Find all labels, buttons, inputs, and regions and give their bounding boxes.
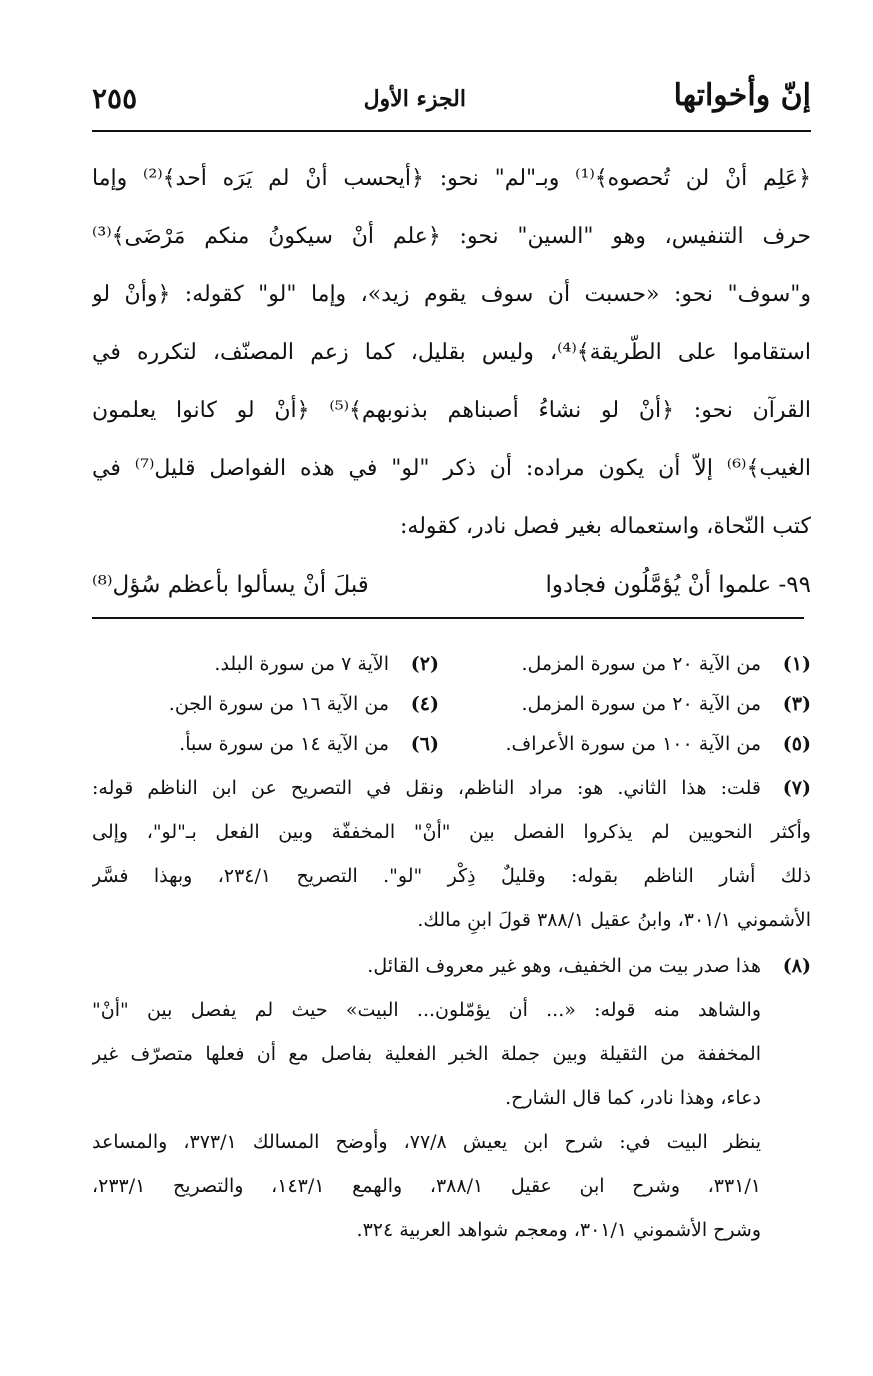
footnote-number: (١)	[782, 653, 811, 675]
text-line: استقاموا على الطّريقة﴾⁽⁴⁾، وليس بقليل، كما زعم المصنّف، لتكرره في	[92, 340, 811, 365]
footnote-text: من الآية ١٤ من سورة سبأ.	[179, 733, 389, 755]
footnote-item	[505, 724, 811, 764]
footnote-line: المخففة من الثقيلة وبين جملة الخبر الفعلية بفاصل مع أن فعلها متصرّف غير	[92, 1043, 761, 1065]
verse-first-hemistich	[545, 556, 811, 614]
verse-second-hemistich: قبلَ أنْ يسألوا بأعظم سُؤل⁽⁸⁾	[92, 572, 369, 598]
footnote-line: وشرح الأشموني ٣٠١/١، ومعجم شواهد العربية ٣٢٤.	[356, 1219, 761, 1241]
footnote-text: من الآية ٢٠ من سورة المزمل.	[521, 653, 761, 675]
text-line: كتب النّحاة، واستعماله بغير فصل نادر، كقوله:	[400, 514, 811, 539]
chapter-title: إنّ وأخواتها	[673, 78, 811, 113]
footnote-line: دعاء، وهذا نادر، كما قال الشارح.	[505, 1087, 761, 1109]
footnote-7	[92, 766, 811, 942]
footnote-item	[169, 684, 439, 724]
footnote-line: الأشموني ٣٠١/١، وابنُ عقيل ٣٨٨/١ قولَ ابنِ مالك.	[417, 909, 811, 931]
footnote-item	[179, 724, 439, 764]
footnotes	[92, 644, 811, 1252]
footnote-line	[92, 944, 811, 988]
footnote-number: (٨)	[782, 955, 811, 977]
footnote-line: والشاهد منه قوله: «... أن يؤمّلون... البيت» حيث لم يفصل بين "أنْ"	[92, 999, 761, 1021]
part-title: الجزء الأول	[363, 86, 466, 112]
footnote-number: (٧)	[782, 777, 811, 799]
footnote-row	[92, 724, 811, 764]
footnote-item	[521, 684, 811, 724]
footnote-text: من الآية ٢٠ من سورة المزمل.	[521, 693, 761, 715]
footnote-separator	[92, 617, 804, 619]
footnote-number: (٥)	[782, 733, 811, 755]
footnote-row	[92, 644, 811, 684]
text-line: الغيب﴾⁽⁶⁾ إلاّ أن يكون مراده: أن ذكر "لو" في هذه الفواصل قليل⁽⁷⁾ في	[92, 456, 811, 481]
footnote-text: قلت: هذا الثاني. هو: مراد الناظم، ونقل في التصريح عن ابن الناظم قوله:	[92, 777, 761, 799]
text-line: ﴿عَلِم أنْ لن تُحصوه﴾⁽¹⁾ وبـ"لم" نحو: ﴿أيحسب أنْ لم يَرَه أحد﴾⁽²⁾ وإما	[92, 166, 811, 191]
main-text	[92, 150, 811, 614]
poetry-verse	[92, 556, 811, 614]
footnote-number: (٢)	[410, 653, 439, 675]
footnote-item	[521, 644, 811, 684]
footnote-line	[92, 766, 811, 810]
footnote-line: وأكثر النحويين لم يذكروا الفصل بين "أنْ" المخففّة وبين الفعل بـ"لو"، وإلى	[92, 821, 811, 843]
verse-number: ٩٩-	[778, 572, 811, 598]
footnote-8	[92, 944, 811, 1252]
footnote-line: ٣٣١/١، وشرح ابن عقيل ٣٨٨/١، والهمع ١٤٣/١، والتصريح ٢٣٣/١،	[92, 1175, 762, 1197]
footnote-text: هذا صدر بيت من الخفيف، وهو غير معروف القائل.	[367, 955, 761, 977]
text-line: حرف التنفيس، وهو "السين" نحو: ﴿علم أنْ سيكونُ منكم مَرْضَى﴾⁽³⁾	[92, 224, 811, 249]
text-line: و"سوف" نحو: «حسبت أن سوف يقوم زيد»، وإما "لو" كقوله: ﴿وأنْ لو	[92, 282, 811, 307]
footnote-line: ذلك أشار الناظم بقوله: وقليلٌ ذِكْر "لو". التصريح ٢٣٤/١، وبهذا فسَّر	[92, 865, 811, 887]
footnote-text: من الآية ١٦ من سورة الجن.	[168, 693, 389, 715]
footnote-line: ينظر البيت في: شرح ابن يعيش ٧٧/٨، وأوضح المسالك ٣٧٣/١، والمساعد	[92, 1131, 762, 1153]
footnote-number: (٣)	[782, 693, 811, 715]
footnote-text: من الآية ١٠٠ من سورة الأعراف.	[505, 733, 761, 755]
footnote-text: الآية ٧ من سورة البلد.	[214, 653, 389, 675]
page-number: ٢٥٥	[92, 82, 138, 115]
text-line: القرآن نحو: ﴿أنْ لو نشاءُ أصبناهم بذنوبهم﴾⁽⁵⁾ ﴿أنْ لو كانوا يعلمون	[92, 398, 811, 423]
running-header	[92, 78, 811, 132]
verse-first-text: علموا أنْ يُؤمَّلُون فجادوا	[545, 572, 772, 598]
footnote-row	[92, 684, 811, 724]
footnote-item	[214, 644, 439, 684]
footnote-number: (٤)	[410, 693, 439, 715]
footnote-number: (٦)	[410, 733, 439, 755]
